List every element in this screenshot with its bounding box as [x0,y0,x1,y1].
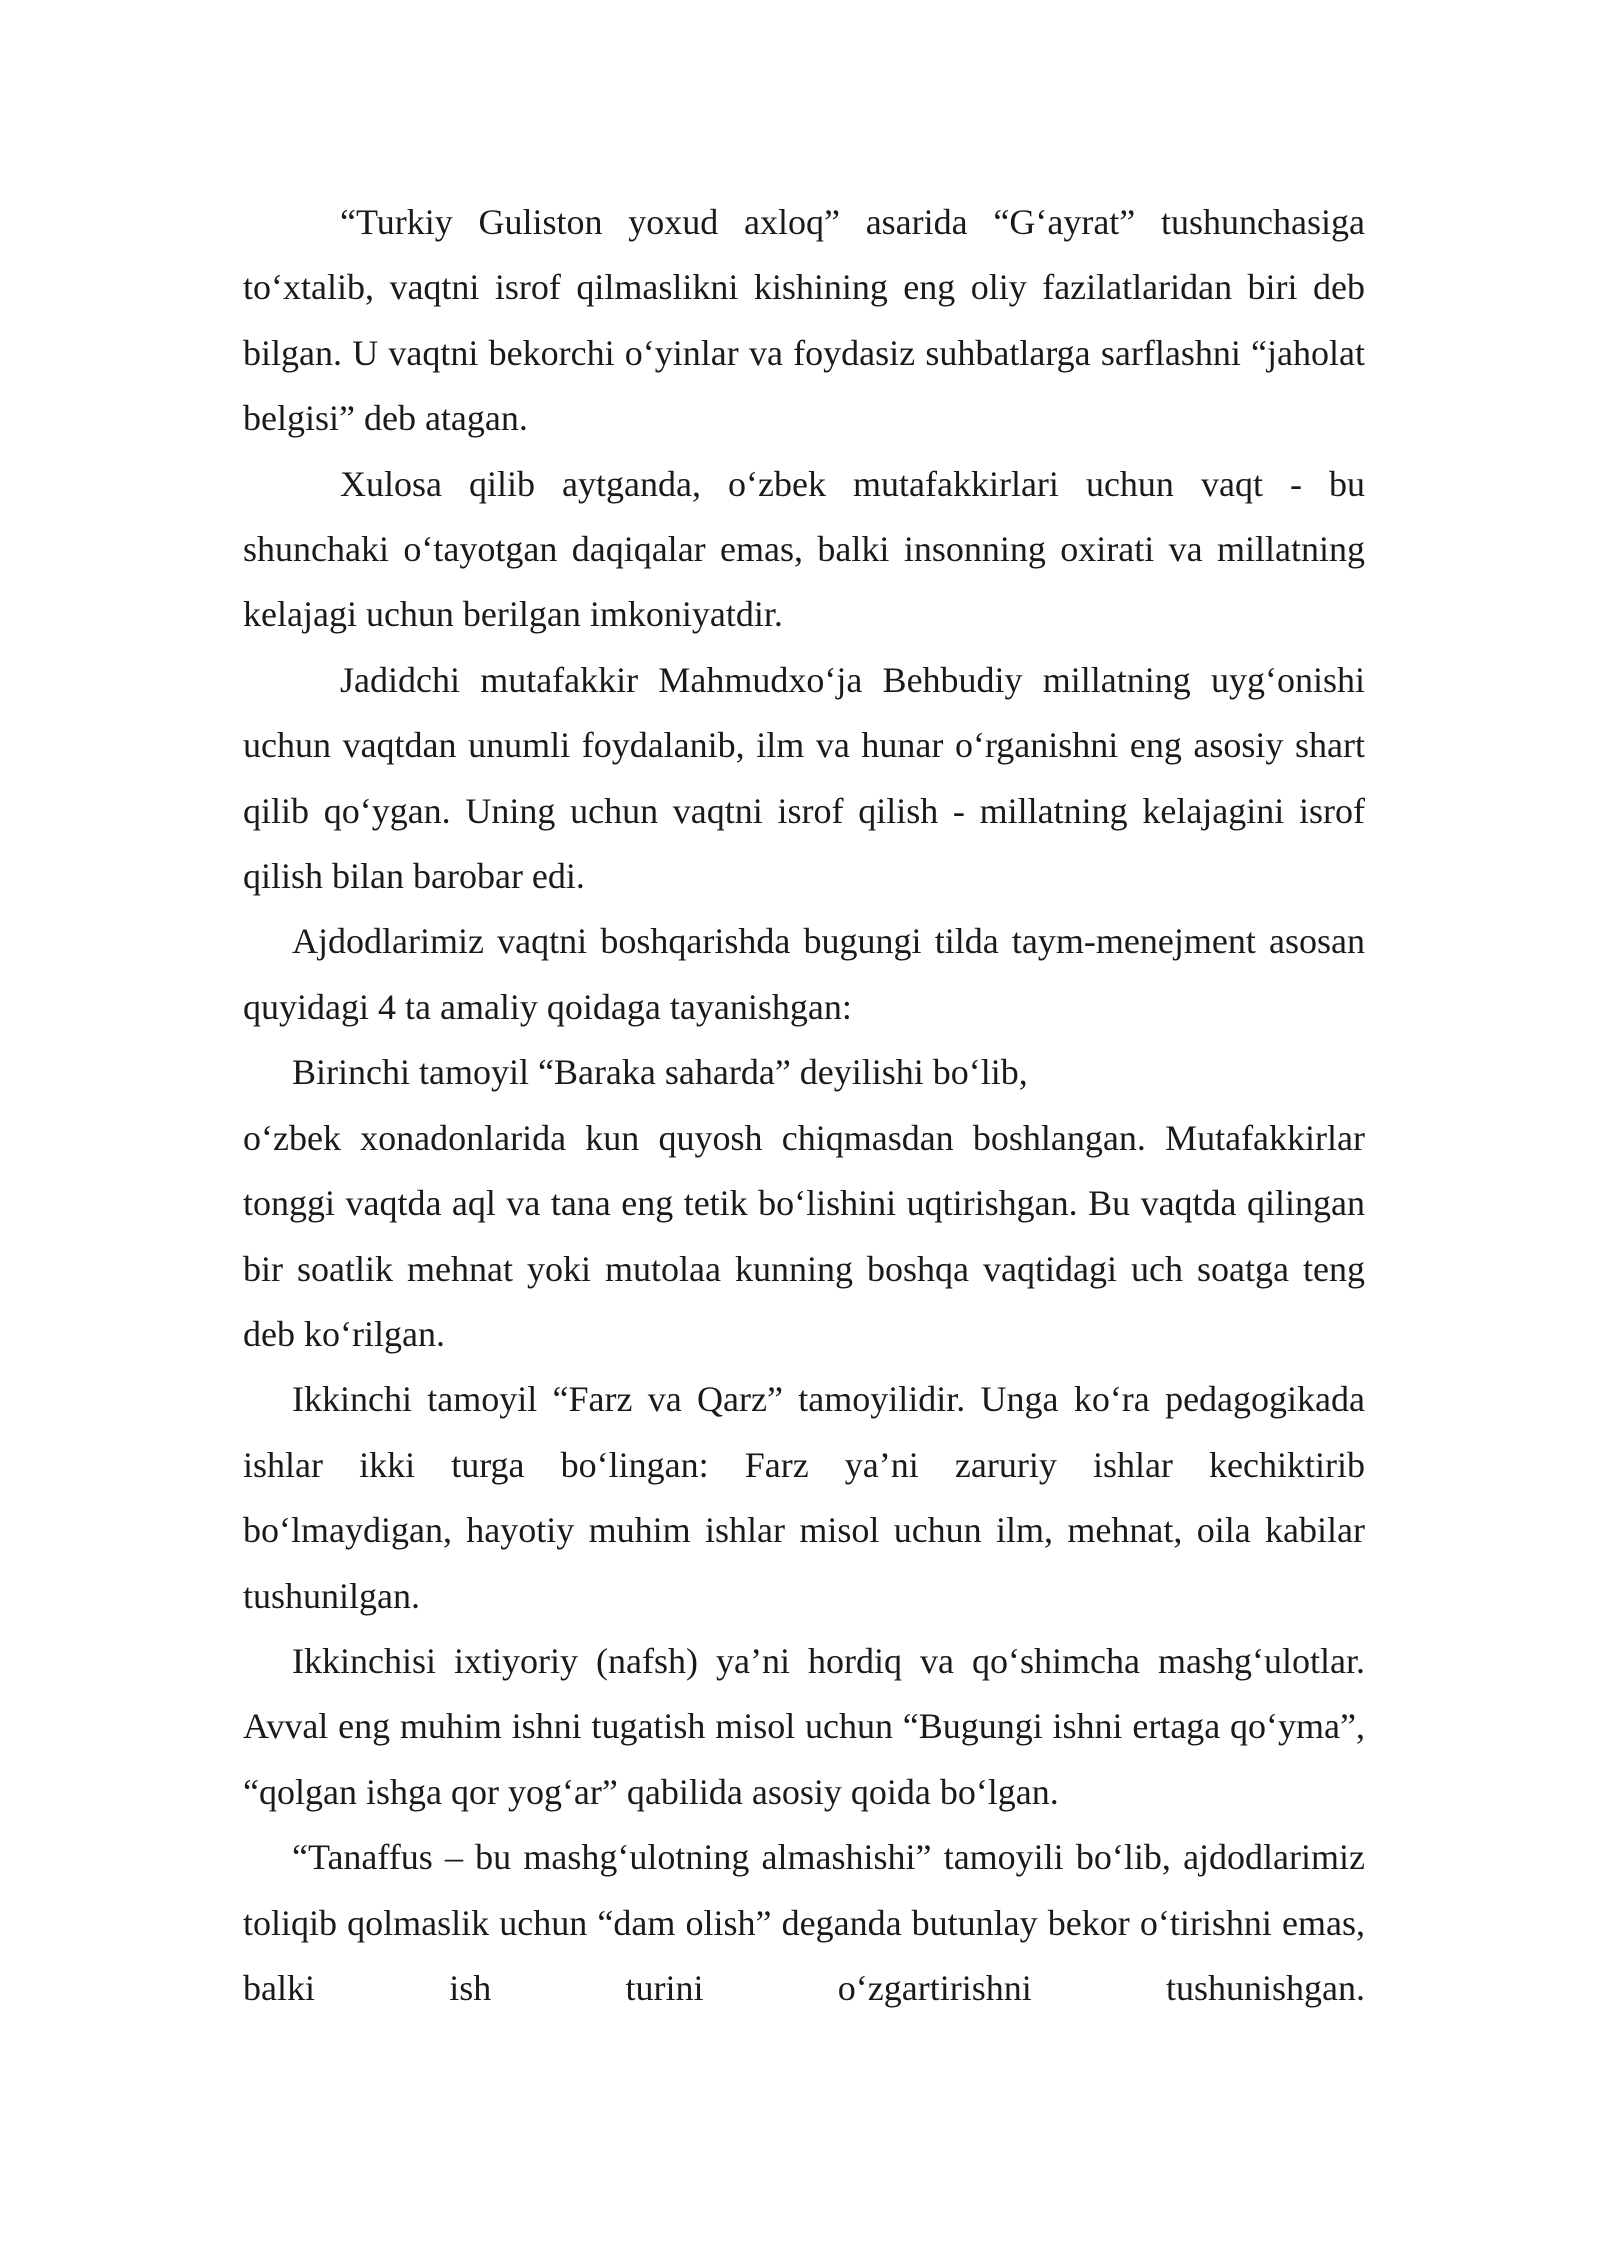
paragraph-ixtiyoriy: Ikkinchisi ixtiyoriy (nafsh) ya’ni hordiq va qo‘shimcha mashg‘ulotlar. Avval eng muhim ishni tugatish misol uchun “Bugungi ishni ertaga qo‘yma”, “qolgan ishga qor yog‘ar” qabilida asosiy qoida bo‘lgan. [243,1640,1365,1812]
paragraph-behbudiy: Jadidchi mutafakkir Mahmudxo‘ja Behbudiy millatning uyg‘onishi uchun vaqtdan unumli foydalanib, ilm va hunar o‘rganishni eng asosiy shart qilib qo‘ygan. Uning uchun vaqtni isrof qilish - millatning kelajagini isrof qilish bilan barobar edi. [243,659,1365,897]
paragraph-ikkinchi-tamoyil: Ikkinchi tamoyil “Farz va Qarz” tamoyilidir. Unga ko‘ra pedagogikada ishlar ikki turga bo‘lingan: Farz ya’ni zaruriy ishlar kechiktirib bo‘lmaydigan, hayotiy muhim ishlar misol uchun ilm, mehnat, oila kabilar tushunilgan. [243,1379,1365,1616]
paragraph-birinchi-tamoyil: Birinchi tamoyil “Baraka saharda” deyilishi bo‘lib, [292,1052,1028,1093]
paragraph-baraka-saharda: o‘zbek xonadonlarida kun quyosh chiqmasdan boshlangan. Mutafakkirlar tonggi vaqtda aql va tana eng tetik bo‘lishini uqtirishgan. Bu vaqtda qilingan bir soatlik mehnat yoki mutolaa kunning boshqa vaqtidagi uch soatga teng deb ko‘rilgan. [243,1117,1365,1354]
paragraph-tanaffus: “Tanaffus – bu mashg‘ulotning almashishi” tamoyili bo‘lib, ajdodlarimiz toliqib qolmaslik uchun “dam olish” deganda butunlay bekor o‘tirishni emas, balki ish turini o‘zgartirishni tushunishgan. [243,1837,1365,2008]
document-page [243,190,1365,2021]
paragraph-xulosa: Xulosa qilib aytganda, o‘zbek mutafakkirlari uchun vaqt - bu shunchaki o‘tayotgan daqiqalar emas, balki insonning oxirati va millatning kelajagi uchun berilgan imkoniyatdir. [243,463,1365,635]
paragraph-turkiy-guliston: “Turkiy Guliston yoxud axloq” asarida “G‘ayrat” tushunchasiga to‘xtalib, vaqtni isrof qilmaslikni kishining eng oliy fazilatlaridan biri deb bilgan. U vaqtni bekorchi o‘yinlar va foydasiz suhbatlarga sarflashni “jaholat belgisi” deb atagan. [243,202,1365,439]
paragraph-taym-menejment: Ajdodlarimiz vaqtni boshqarishda bugungi tilda taym-menejment asosan quyidagi 4 ta amaliy qoidaga tayanishgan: [243,921,1365,1027]
